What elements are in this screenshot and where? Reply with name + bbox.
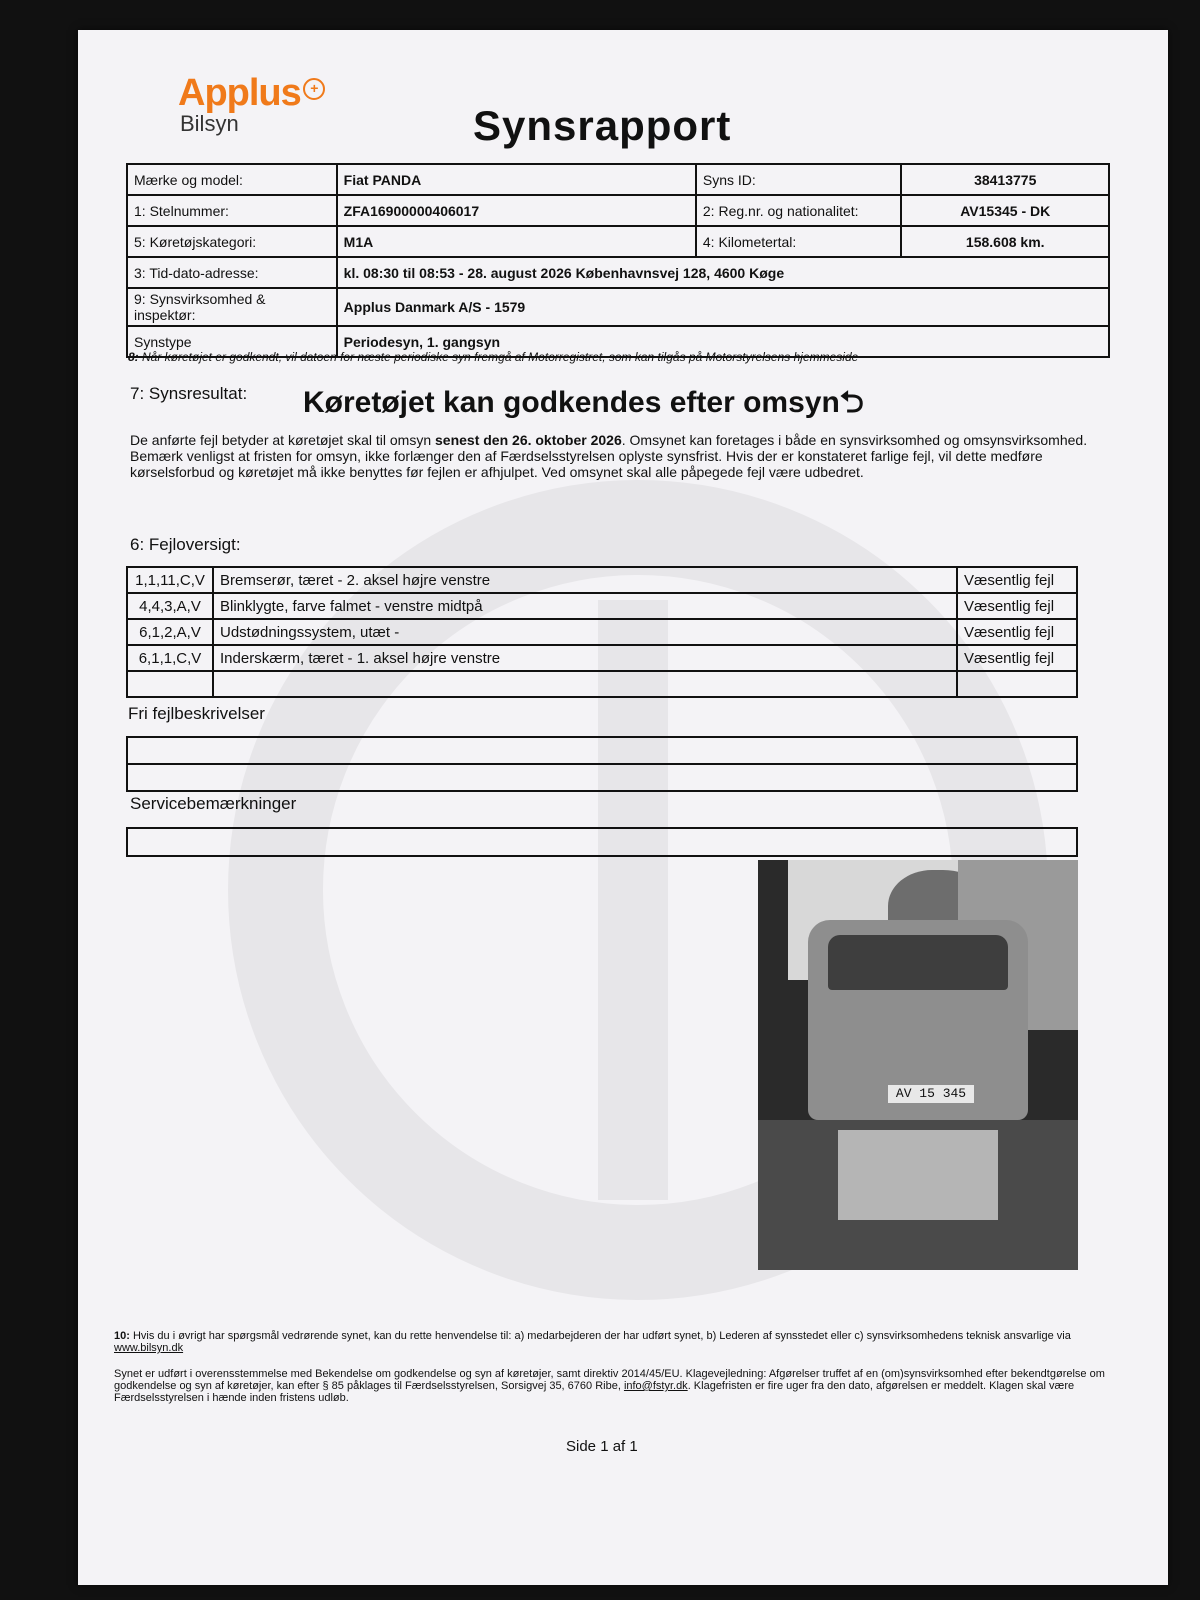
type-value: Periodesyn, 1. gangsyn [337, 326, 1109, 357]
stel-value: ZFA16900000406017 [337, 195, 696, 226]
vehicle-photo [758, 860, 1078, 1270]
photo-windshield [828, 935, 1008, 990]
marke-label: Mærke og model: [127, 164, 337, 195]
fejl-severity: Væsentlig fejl [957, 567, 1077, 593]
fejl-code: 6,1,1,C,V [127, 645, 213, 671]
result-text: Køretøjet kan godkendes efter omsyn⮌ [303, 386, 864, 419]
page-title: Synsrapport [473, 102, 732, 149]
fejl-severity: Væsentlig fejl [957, 593, 1077, 619]
tid-label: 3: Tid-dato-adresse: [127, 257, 337, 288]
fstyr-link[interactable]: info@fstyr.dk [623, 1380, 688, 1392]
fejl-table [126, 566, 1078, 698]
footer-note-10: 10: Hvis du i øvrigt har spørgsmål vedrørende synet, kan du rette henvendelse til: a) medarbejderen der har udført synet, b) Lederen af synsstedet eller c) synsvirksomhedens teknisk ansvarlige via www.bilsyn.dk [114, 1330, 1071, 1354]
tid-value: kl. 08:30 til 08:53 - 28. august 2026 Københavnsvej 128, 4600 Køge [337, 257, 1109, 288]
virk-value: Applus Danmark A/S - 1579 [337, 288, 1109, 326]
fejl-desc: Blinklygte, farve falmet - venstre midtpå [213, 593, 957, 619]
kat-label: 5: Køretøjskategori: [127, 226, 337, 257]
plus-icon: + [303, 78, 325, 100]
reg-value: AV15345 - DK [901, 195, 1109, 226]
service-box [126, 827, 1078, 857]
reg-label: 2: Reg.nr. og nationalitet: [696, 195, 902, 226]
km-label: 4: Kilometertal: [696, 226, 902, 257]
table-row [127, 645, 1077, 671]
fejl-code: 4,4,3,A,V [127, 593, 213, 619]
fejl-desc: Bremserør, tæret - 2. aksel højre venstre [213, 567, 957, 593]
stel-label: 1: Stelnummer: [127, 195, 337, 226]
fejl-code: 1,1,11,C,V [127, 567, 213, 593]
km-value: 158.608 km. [901, 226, 1109, 257]
kat-value: M1A [337, 226, 696, 257]
syns-id-label: Syns ID: [696, 164, 902, 195]
result-label: 7: Synsresultat: [130, 384, 248, 403]
table-row [127, 593, 1077, 619]
table-row-empty [127, 671, 1077, 697]
marke-value: Fiat PANDA [337, 164, 696, 195]
fejl-code: 6,1,2,A,V [127, 619, 213, 645]
fejl-severity: Væsentlig fejl [957, 645, 1077, 671]
fri-divider [128, 763, 1076, 765]
logo-sub: Bilsyn [180, 111, 239, 136]
fejl-code-empty [127, 671, 213, 697]
fejl-severity: Væsentlig fejl [957, 619, 1077, 645]
fejl-desc-empty [213, 671, 957, 697]
table-row [127, 619, 1077, 645]
vehicle-info-table [126, 163, 1110, 358]
fejl-desc: Udstødningssystem, utæt - [213, 619, 957, 645]
table-row [127, 567, 1077, 593]
result-description: De anførte fejl betyder at køretøjet skal til omsyn senest den 26. oktober 2026. Omsynet kan foretages i både en synsvirksomhed og omsynsvirksomhed. Bemærk venligst at fristen for omsyn, ikke forlænger den af Færdselsstyrelsen oplyste synsfrist. Hvis der er konstateret farlige fejl, vil dette medføre kørselsforbud og køretøjet må ikke benyttes før fejlen er afhjulpet. Ved omsynet skal alle påpegede fejl være udbedret. [130, 432, 1088, 480]
return-arrow-icon: ⮌ [839, 386, 864, 419]
syns-id-value: 38413775 [901, 164, 1109, 195]
fri-title: Fri fejlbeskrivelser [128, 704, 265, 723]
fejl-severity-empty [957, 671, 1077, 697]
document-page [78, 30, 1168, 1585]
fejl-title: 6: Fejloversigt: [130, 535, 241, 554]
bilsyn-link[interactable]: www.bilsyn.dk [114, 1342, 184, 1354]
photo-lift [838, 1130, 998, 1220]
fri-box [126, 736, 1078, 792]
fejl-desc: Inderskærm, tæret - 1. aksel højre venstre [213, 645, 957, 671]
logo-brand: Applus [178, 72, 301, 114]
note-8: 8: Når køretøjet er godkendt, vil datoen for næste periodiske syn fremgå af Motorregistret, som kan tilgås på Motorstyrelsens hjemmeside [128, 350, 859, 364]
type-label: Synstype [127, 326, 337, 357]
footer-legal: Synet er udført i overensstemmelse med Bekendelse om godkendelse og syn af køretøjer, samt direktiv 2014/45/EU. Klagevejledning: Afgørelser truffet af en (om)synsvirksomhed efter bekendtgørelse om godkendelse og syn af køretøjer, kan efter § 85 påklages til Færdselsstyrelsen, Sorsigvej 35, 6760 Ribe, info@fstyr.dk. Klagefristen er fire uger fra den dato, afgørelsen er meddelt. Klagen skal være Færdselsstyrelsen i hænde inden fristens udløb. [114, 1368, 1105, 1404]
applus-logo [178, 72, 325, 137]
photo-plate: AV 15 345 [888, 1085, 974, 1103]
service-title: Servicebemærkninger [130, 794, 297, 813]
virk-label: 9: Synsvirksomhed & inspektør: [127, 288, 337, 326]
page-number: Side 1 af 1 [566, 1438, 638, 1455]
